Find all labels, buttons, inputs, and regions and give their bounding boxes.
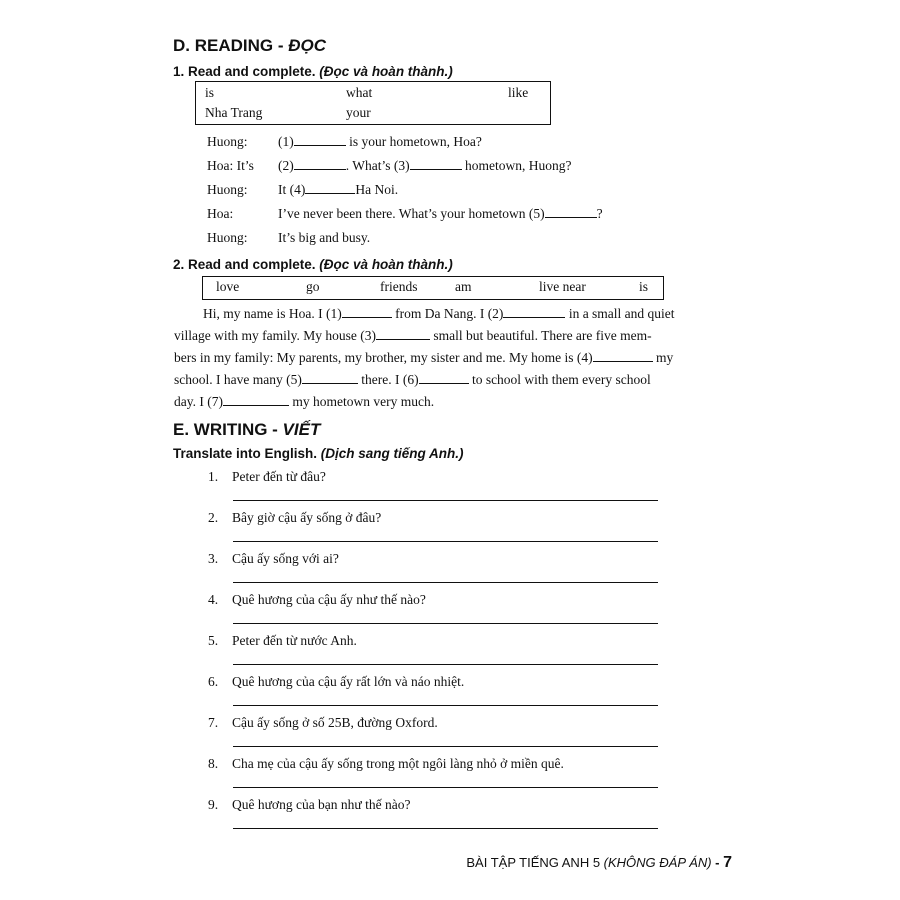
passage-line: [174, 350, 673, 366]
passage-text: village with my family. My house (3): [174, 328, 376, 343]
answer-line[interactable]: [233, 705, 658, 706]
blank-p2[interactable]: [503, 306, 565, 318]
exercise-2-word-box: [202, 276, 664, 300]
dialogue-speaker: Hoa: It’s: [207, 158, 254, 173]
footer-separator: -: [711, 855, 724, 870]
section-e-title: [173, 420, 320, 440]
blank-p1[interactable]: [342, 306, 392, 318]
passage-line: [174, 328, 652, 344]
exercise-1-title: [173, 64, 453, 79]
dialogue-text: I’ve never been there. What’s your hometown (5): [278, 206, 545, 221]
passage-line: [174, 394, 434, 410]
answer-line[interactable]: [233, 500, 658, 501]
passage-line: [203, 306, 675, 322]
dialogue-speaker: Huong:: [207, 134, 248, 149]
dialogue-line: [278, 134, 482, 150]
blank-5[interactable]: [545, 206, 597, 218]
instruction-vi: (Dịch sang tiếng Anh.): [320, 446, 464, 461]
answer-line[interactable]: [233, 828, 658, 829]
dialogue-speaker: Huong:: [207, 182, 248, 197]
page-footer: [466, 854, 732, 872]
book-title: BÀI TẬP TIẾNG ANH 5: [466, 855, 604, 870]
word-box-item: live near: [539, 279, 586, 294]
passage-text: day. I (7): [174, 394, 223, 409]
blank-p7[interactable]: [223, 394, 289, 406]
word-box-item: Nha Trang: [205, 105, 263, 120]
item-number: 4.: [208, 592, 219, 607]
passage-text: my: [652, 350, 674, 365]
item-number: 9.: [208, 797, 219, 812]
exercise-2-title-en: 2. Read and complete.: [173, 257, 320, 272]
item-text: Cậu ấy sống ở số 25B, đường Oxford.: [232, 715, 438, 730]
answer-line[interactable]: [233, 541, 658, 542]
item-text: Quê hương của bạn như thế nào?: [232, 797, 411, 812]
passage-text: Hi, my name is Hoa. I (1): [203, 306, 342, 321]
dialogue-speaker: Huong:: [207, 230, 248, 245]
dialogue-text: is your hometown, Hoa?: [345, 134, 482, 149]
item-number: 6.: [208, 674, 219, 689]
exercise-2-title-vi: (Đọc và hoàn thành.): [319, 257, 453, 272]
blank-4[interactable]: [305, 182, 355, 194]
passage-line: [174, 372, 651, 388]
blank-p3[interactable]: [376, 328, 430, 340]
item-number: 5.: [208, 633, 219, 648]
blank-p6[interactable]: [419, 372, 469, 384]
passage-text: my hometown very much.: [288, 394, 435, 409]
dialogue-text: ?: [596, 206, 603, 221]
dialogue-line: [278, 182, 398, 198]
item-number: 2.: [208, 510, 219, 525]
dialogue-text: (2): [278, 158, 294, 173]
book-note: (KHÔNG ĐÁP ÁN): [603, 855, 712, 870]
exercise-2-title: [173, 257, 453, 272]
dialogue-speaker: Hoa:: [207, 206, 234, 221]
answer-line[interactable]: [233, 787, 658, 788]
dialogue-text: Ha Noi.: [355, 182, 399, 197]
dialogue-line: [278, 206, 603, 222]
word-box-item: what: [346, 85, 373, 100]
section-d-title-vi: ĐỌC: [288, 36, 327, 55]
passage-text: school. I have many (5): [174, 372, 302, 387]
dialogue-line: It’s big and busy.: [278, 230, 371, 245]
item-text: Quê hương của cậu ấy như thế nào?: [232, 592, 426, 607]
item-number: 3.: [208, 551, 219, 566]
instruction-en: Translate into English.: [173, 446, 321, 461]
passage-text: from Da Nang. I (2): [391, 306, 504, 321]
item-text: Cha mẹ của cậu ấy sống trong một ngôi làng nhỏ ở miền quê.: [232, 756, 564, 771]
answer-line[interactable]: [233, 582, 658, 583]
section-d-title-en: D. READING -: [173, 36, 289, 55]
passage-text: small but beautiful. There are five mem-: [429, 328, 652, 343]
word-box-item: is: [205, 85, 215, 100]
blank-1[interactable]: [294, 134, 346, 146]
exercise-1-word-box: [195, 81, 551, 125]
blank-p5[interactable]: [302, 372, 358, 384]
word-box-item: love: [216, 279, 240, 294]
passage-text: there. I (6): [357, 372, 419, 387]
word-box-item: friends: [380, 279, 418, 294]
dialogue-text: hometown, Huong?: [461, 158, 572, 173]
item-text: Bây giờ cậu ấy sống ở đâu?: [232, 510, 382, 525]
word-box-item: is: [639, 279, 649, 294]
item-number: 7.: [208, 715, 219, 730]
answer-line[interactable]: [233, 623, 658, 624]
item-number: 1.: [208, 469, 219, 484]
passage-text: bers in my family: My parents, my brother, my sister and me. My home is (4): [174, 350, 593, 365]
answer-line[interactable]: [233, 664, 658, 665]
exercise-1-title-vi: (Đọc và hoàn thành.): [319, 64, 453, 79]
dialogue-text: It (4): [278, 182, 306, 197]
item-text: Cậu ấy sống với ai?: [232, 551, 339, 566]
word-box-item: your: [346, 105, 371, 120]
dialogue-text: (1): [278, 134, 294, 149]
page-number: 7: [723, 854, 732, 871]
section-e-title-vi: VIẾT: [282, 420, 321, 439]
blank-3[interactable]: [410, 158, 462, 170]
blank-p4[interactable]: [593, 350, 653, 362]
passage-text: in a small and quiet: [565, 306, 675, 321]
dialogue-text: . What’s (3): [345, 158, 410, 173]
section-d-title: [173, 36, 326, 56]
answer-line[interactable]: [233, 746, 658, 747]
word-box-item: like: [508, 85, 529, 100]
section-e-instruction: [173, 446, 464, 461]
word-box-item: am: [455, 279, 472, 294]
word-box-item: go: [306, 279, 320, 294]
passage-text: to school with them every school: [468, 372, 651, 387]
exercise-1-title-en: 1. Read and complete.: [173, 64, 320, 79]
item-text: Peter đến từ đâu?: [232, 469, 326, 484]
blank-2[interactable]: [294, 158, 346, 170]
item-text: Quê hương của cậu ấy rất lớn và náo nhiệt.: [232, 674, 465, 689]
item-text: Peter đến từ nước Anh.: [232, 633, 357, 648]
item-number: 8.: [208, 756, 219, 771]
dialogue-line: [278, 158, 571, 174]
section-e-title-en: E. WRITING -: [173, 420, 283, 439]
